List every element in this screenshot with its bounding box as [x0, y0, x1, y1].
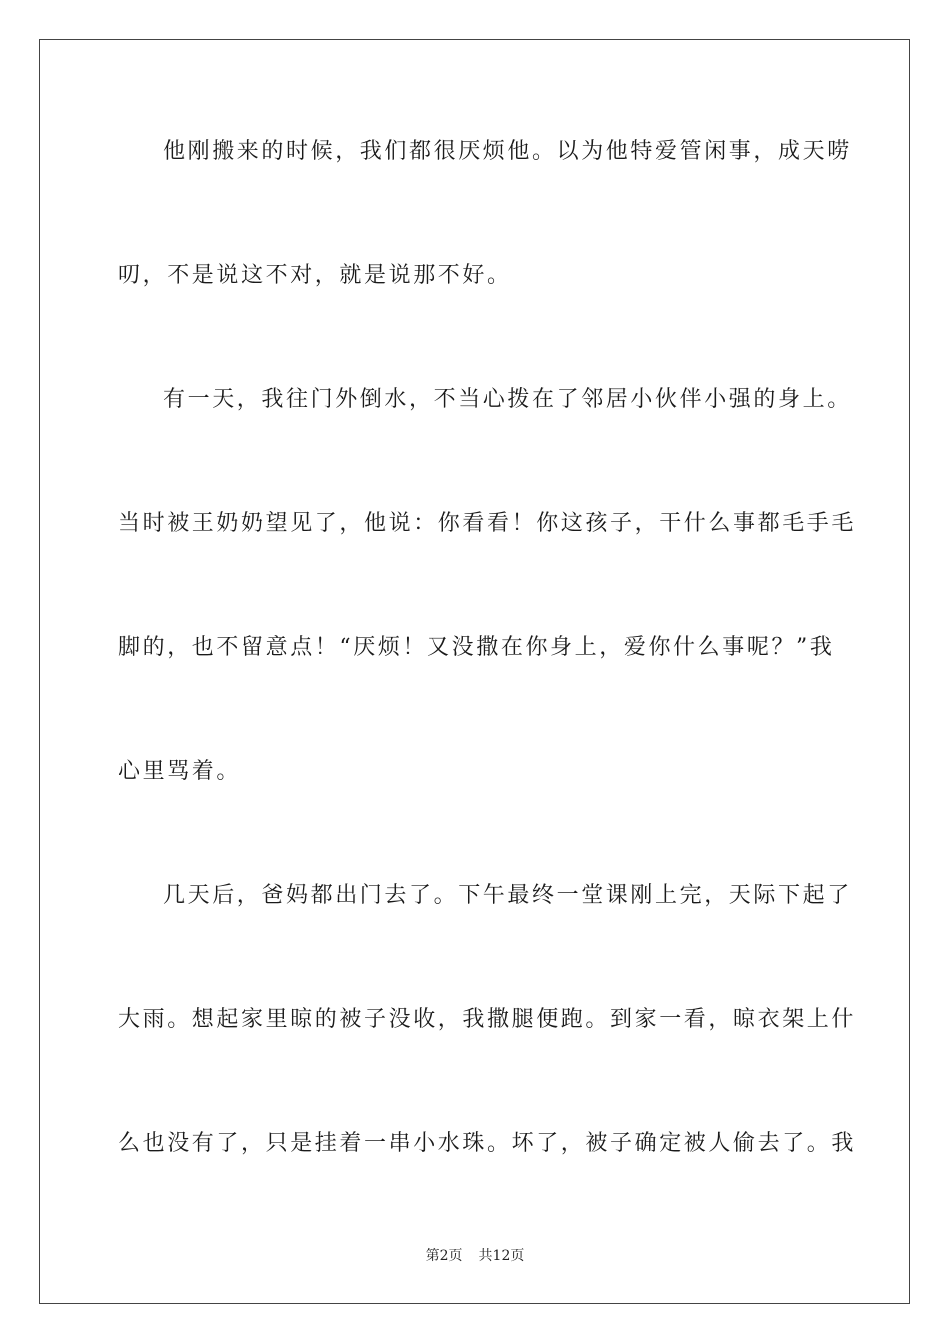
page-footer — [0, 1246, 950, 1266]
paragraph-1-line-2: 叨，不是说这不对，就是说那不好。 — [118, 263, 512, 288]
paragraph-2-line-3: 脚的，也不留意点！“厌烦！又没撒在你身上，爱你什么事呢？”我 — [118, 635, 835, 660]
paragraph-3-line-1: 几天后，爸妈都出门去了。下午最终一堂课刚上完，天际下起了 — [163, 883, 852, 908]
page-number: 第2页 — [425, 1248, 463, 1264]
paragraph-2-line-2: 当时被王奶奶望见了，他说：你看看！你这孩子，干什么事都毛手毛 — [118, 511, 857, 536]
paragraph-2-line-1: 有一天，我往门外倒水，不当心拨在了邻居小伙伴小强的身上。 — [163, 387, 852, 412]
paragraph-3-line-3: 么也没有了，只是挂着一串小水珠。坏了，被子确定被人偷去了。我 — [118, 1131, 857, 1156]
page-total: 共12页 — [478, 1248, 525, 1264]
page-border — [39, 39, 910, 1304]
paragraph-3-line-2: 大雨。想起家里晾的被子没收，我撒腿便跑。到家一看，晾衣架上什 — [118, 1007, 857, 1032]
paragraph-1-line-1: 他刚搬来的时候，我们都很厌烦他。以为他特爱管闲事，成天唠 — [163, 139, 852, 164]
paragraph-2-line-4: 心里骂着。 — [118, 759, 242, 784]
